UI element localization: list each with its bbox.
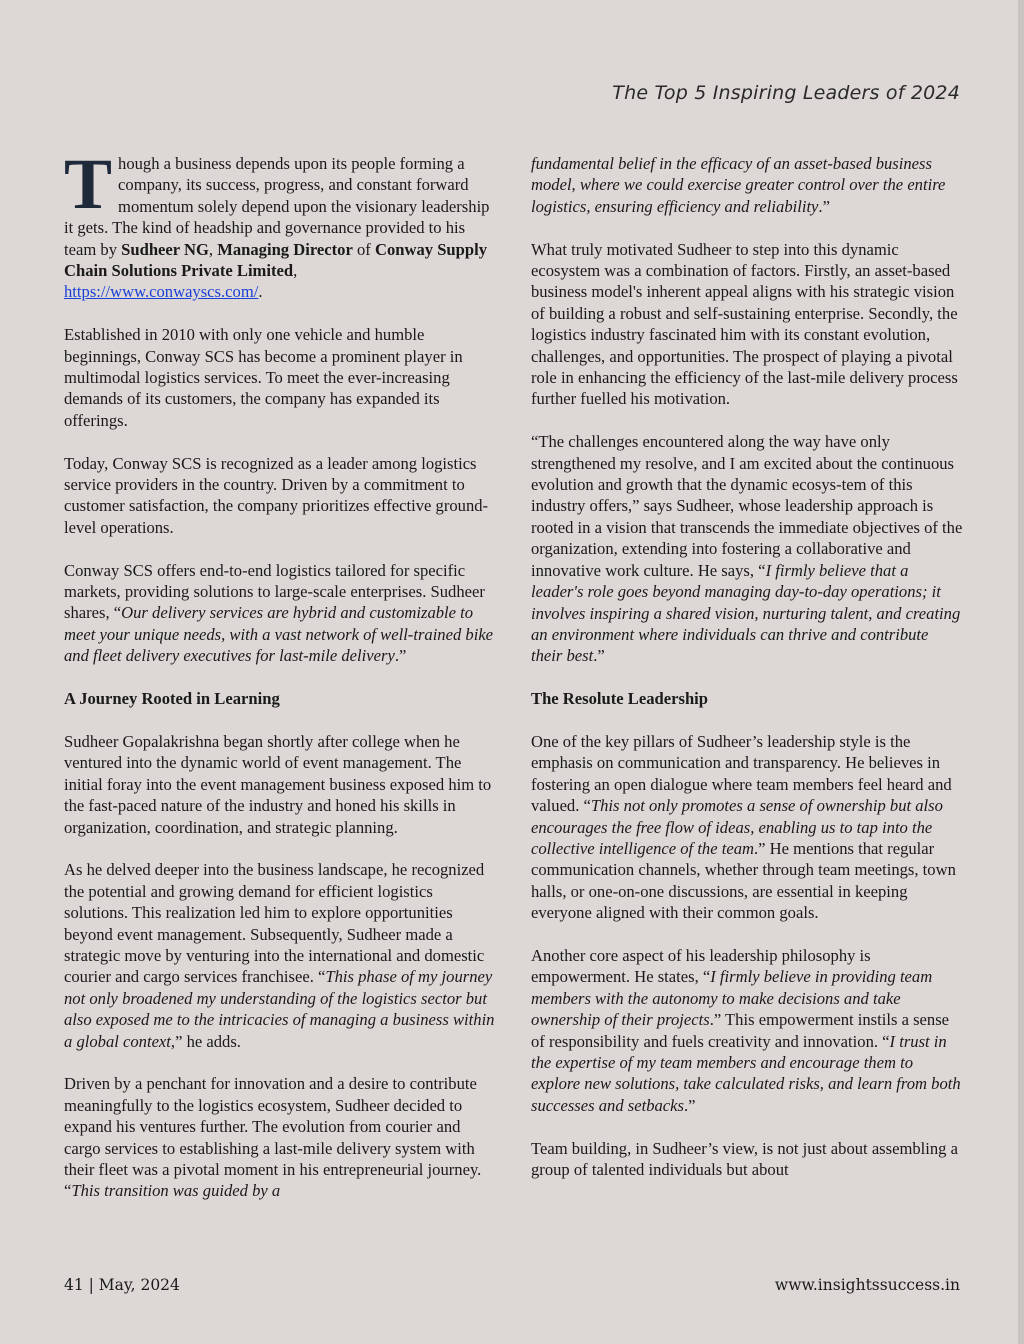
paragraph-today: Today, Conway SCS is recognized as a leader among logistics service providers in the country. Driven by a commitment to customer satisfaction, the company prioritizes effective ground-level operations. xyxy=(64,453,489,537)
page-edge-strip xyxy=(1018,0,1024,1344)
offerings-close: .” xyxy=(394,646,407,666)
empowerment-close: .” xyxy=(684,1095,696,1115)
paragraph-empowerment xyxy=(531,945,963,1116)
empowerment-text: Another core aspect of his leadership philosophy is empowerment. He states, “ xyxy=(531,945,871,987)
page-number-date: 41 | May, 2024 xyxy=(64,1276,180,1294)
intro-paragraph xyxy=(64,144,496,303)
delved-text: As he delved deeper into the business landscape, he recognized the potential and growing demand for efficient logistics solutions. This realization led him to explore opportunities beyond event management. Subsequently, Sudheer made a strategic move by venturing into the international and domestic courier and cargo services franchisee. “ xyxy=(64,860,485,987)
empowerment-quote-2: I trust in the expertise of my team members and encourage them to explore new solutions, take calculated risks, and learn from both successes and setbacks xyxy=(531,1031,961,1115)
intro-sep-3: , xyxy=(293,261,298,281)
empowerment-mid: .” This empowerment instils a sense of responsibility and fuels creativity and innovation. “ xyxy=(531,1010,950,1051)
paragraph-communication xyxy=(531,731,963,924)
left-column xyxy=(64,144,496,1223)
innovation-text: Driven by a penchant for innovation and a desire to contribute meaningfully to the logistics ecosystem, Sudheer decided to expand his ventures further. The evolution from courier and cargo services to establishing a last-mile delivery system with their fleet was a pivotal moment in his entrepreneurial journey. “ xyxy=(64,1074,482,1201)
paragraph-motivation: What truly motivated Sudheer to step into this dynamic ecosystem was a combination of factors. Firstly, an asset-based business model's inherent appeal aligns with his strategic vision of building a robust and self-sustaining enterprise. Secondly, the logistics industry fascinated him with its constant evolution, challenges, and opportunities. The prospect of playing a pivotal role in enhancing the efficiency of the last-mile delivery process further fuelled his motivation. xyxy=(531,239,958,409)
drop-cap: T xyxy=(64,144,113,224)
challenges-text: “The challenges encountered along the way have only strengthened my resolve, and I am excited about the continuous evolution and growth that the dynamic ecosys-tem of this industry offers,” says Sudheer, whose leadership approach is rooted in a vision that transcends the immediate objectives of the organization, extending into fostering a collaborative and innovative work culture. He says, “ xyxy=(531,432,963,580)
delved-quote: This phase of my journey not only broadened my understanding of the logistics sector but also exposed me to the intricacies of managing a business within a global context xyxy=(64,967,495,1051)
paragraph-innovation xyxy=(64,1073,496,1201)
innovation-quote: This transition was guided by a xyxy=(71,1181,281,1201)
paragraph-delved xyxy=(64,859,496,1052)
delved-close: ,” he adds. xyxy=(170,1031,241,1051)
right-column xyxy=(531,153,963,1202)
footer-website: www.insightssuccess.in xyxy=(774,1276,960,1294)
leader-name: Sudheer NG xyxy=(121,239,209,259)
paragraph-early-career: Sudheer Gopalakrishna began shortly after college when he ventured into the dynamic world of event management. The initial foray into the event management business exposed him to the fast-paced nature of the industry and honed his skills in organization, coordination, and strategic planning. xyxy=(64,731,492,837)
challenges-close: .” xyxy=(593,646,605,666)
paragraph-belief-continued xyxy=(531,153,963,217)
intro-text: hough a business depends upon its people forming a company, its success, progress, and constant forward momentum solely depend upon the visionary leadership it gets. The kind of headship and governance provided to his team by xyxy=(64,154,490,259)
intro-sep-2: of xyxy=(352,239,375,259)
offerings-quote: Our delivery services are hybrid and customizable to meet your unique needs, with a vast network of well-trained bike and fleet delivery executives for last-mile delivery xyxy=(64,603,494,666)
running-title: The Top 5 Inspiring Leaders of 2024 xyxy=(612,82,960,104)
paragraph-challenges xyxy=(531,431,963,666)
section-heading-journey: A Journey Rooted in Learning xyxy=(64,689,280,709)
leader-role: Managing Director xyxy=(217,239,353,259)
offerings-text: Conway SCS offers end-to-end logistics tailored for specific markets, providing solutions to large-scale enterprises. Sudheer shares, “ xyxy=(64,560,485,623)
intro-sep-4: . xyxy=(258,282,263,302)
intro-sep-1: , xyxy=(208,239,218,259)
communication-close: .” He mentions that regular communication channels, whether through team meetings, town halls, or one-on-one discussions, are essential in keeping everyone aligned with their common goals. xyxy=(531,838,956,923)
belief-quote: fundamental belief in the efficacy of an asset-based business model, where we could exercise greater control over the entire logistics, ensuring efficiency and reliability xyxy=(531,154,946,216)
paragraph-team-building: Team building, in Sudheer’s view, is not just about assembling a group of talented individuals but about xyxy=(531,1138,958,1179)
communication-text: One of the key pillars of Sudheer’s leadership style is the emphasis on communication and transparency. He believes in fostering an open dialogue where team members feel heard and valued. “ xyxy=(531,731,952,816)
paragraph-established: Established in 2010 with only one vehicle and humble beginnings, Conway SCS has become a prominent player in multimodal logistics services. To meet the ever-increasing demands of its customers, the company has expanded its offerings. xyxy=(64,325,463,430)
company-name: Conway Supply Chain Solutions Private Limited xyxy=(64,239,488,281)
section-heading-leadership: The Resolute Leadership xyxy=(531,689,709,709)
belief-close: .” xyxy=(818,196,830,216)
paragraph-offerings xyxy=(64,560,496,667)
communication-quote: This not only promotes a sense of ownership but also encourages the free flow of ideas, enabling us to tap into the collective intelligence of the team xyxy=(531,796,943,858)
company-website-link[interactable]: https://www.conwayscs.com/ xyxy=(64,282,259,302)
challenges-quote: I firmly believe that a leader's role goes beyond managing day-to-day operations; it involves inspiring a shared vision, nurturing talent, and creating an environment where individuals can thrive and contribute their best xyxy=(531,560,961,666)
empowerment-quote-1: I firmly believe in providing team members with the autonomy to make decisions and take ownership of their projects xyxy=(531,967,933,1030)
